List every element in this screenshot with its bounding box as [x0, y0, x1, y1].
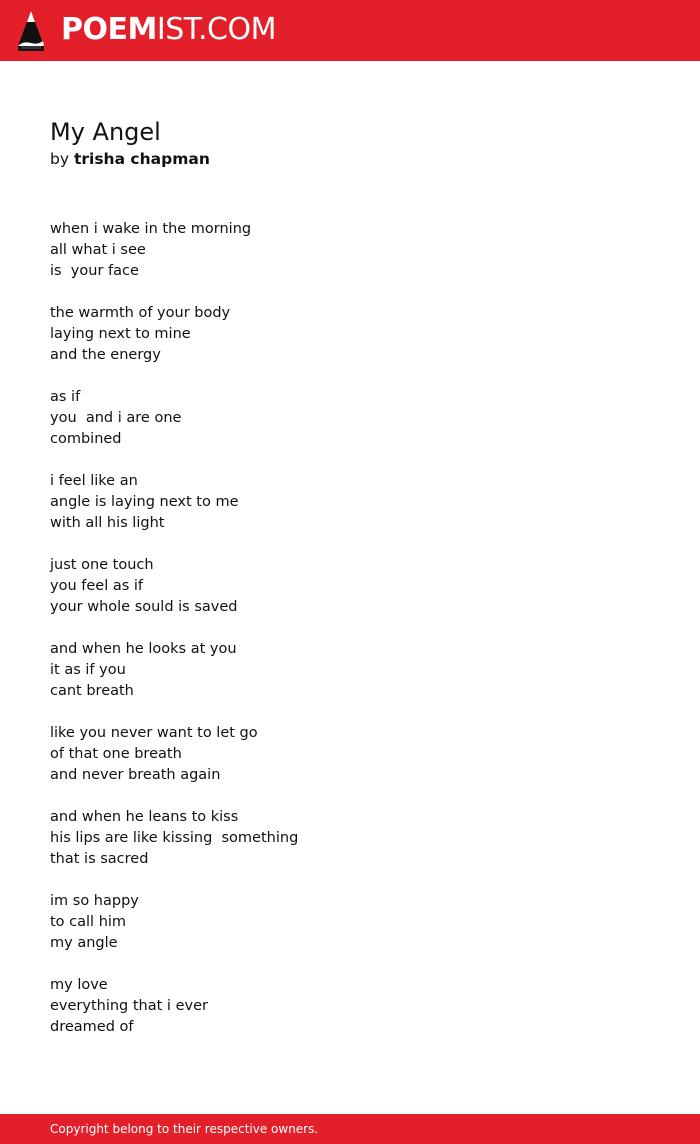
- stanza: [50, 723, 650, 786]
- by-label: by: [50, 150, 74, 168]
- stanza: [50, 555, 650, 618]
- site-footer: [0, 1114, 700, 1144]
- stanza: [50, 303, 650, 366]
- stanza: [50, 807, 650, 870]
- stanza: [50, 387, 650, 450]
- stanza: [50, 891, 650, 954]
- poem-line: of that one breath: [50, 746, 182, 762]
- poem-body: [50, 219, 650, 1059]
- brand-bold: POEM: [61, 12, 157, 47]
- poem-line: my love: [50, 977, 108, 993]
- poem-title: My Angel: [50, 118, 161, 146]
- poem-line: is your face: [50, 263, 139, 279]
- poem-line: with all his light: [50, 515, 165, 531]
- stanza: [50, 471, 650, 534]
- site-brand[interactable]: [61, 12, 276, 48]
- poem-line: it as if you: [50, 662, 126, 678]
- poem-line: the warmth of your body: [50, 305, 231, 321]
- poem-line: and never breath again: [50, 767, 221, 783]
- poem-line: dreamed of: [50, 1019, 134, 1035]
- poem-line: to call him: [50, 914, 127, 930]
- poem-line: im so happy: [50, 893, 139, 909]
- copyright-notice: Copyright belong to their respective owners.: [50, 1122, 319, 1136]
- site-header: [0, 0, 700, 61]
- poem-line: cant breath: [50, 683, 134, 699]
- poem-line: you and i are one: [50, 410, 182, 426]
- poem-line: you feel as if: [50, 578, 144, 594]
- poem-line: and when he looks at you: [50, 641, 237, 657]
- poem-line: and when he leans to kiss: [50, 809, 239, 825]
- poem-line: like you never want to let go: [50, 725, 258, 741]
- poem-line: my angle: [50, 935, 118, 951]
- poem-line: and the energy: [50, 347, 161, 363]
- poem-line: just one touch: [50, 557, 154, 573]
- poem-line: when i wake in the morning: [50, 221, 252, 237]
- poem-line: laying next to mine: [50, 326, 191, 342]
- stanza: [50, 639, 650, 702]
- poem-line: your whole sould is saved: [50, 599, 238, 615]
- poem-line: combined: [50, 431, 122, 447]
- poem-line: that is sacred: [50, 851, 149, 867]
- author-name: trisha chapman: [73, 150, 210, 168]
- poem-line: as if: [50, 389, 81, 405]
- poem-byline: [50, 148, 210, 170]
- brand-light: IST.COM: [156, 12, 276, 47]
- poem-line: angle is laying next to me: [50, 494, 239, 510]
- pencil-tip-icon[interactable]: [16, 10, 46, 52]
- poem-line: everything that i ever: [50, 998, 208, 1014]
- poem-line: i feel like an: [50, 473, 138, 489]
- stanza: [50, 219, 650, 282]
- stanza: [50, 975, 650, 1038]
- poem-line: all what i see: [50, 242, 146, 258]
- poem-line: his lips are like kissing something: [50, 830, 299, 846]
